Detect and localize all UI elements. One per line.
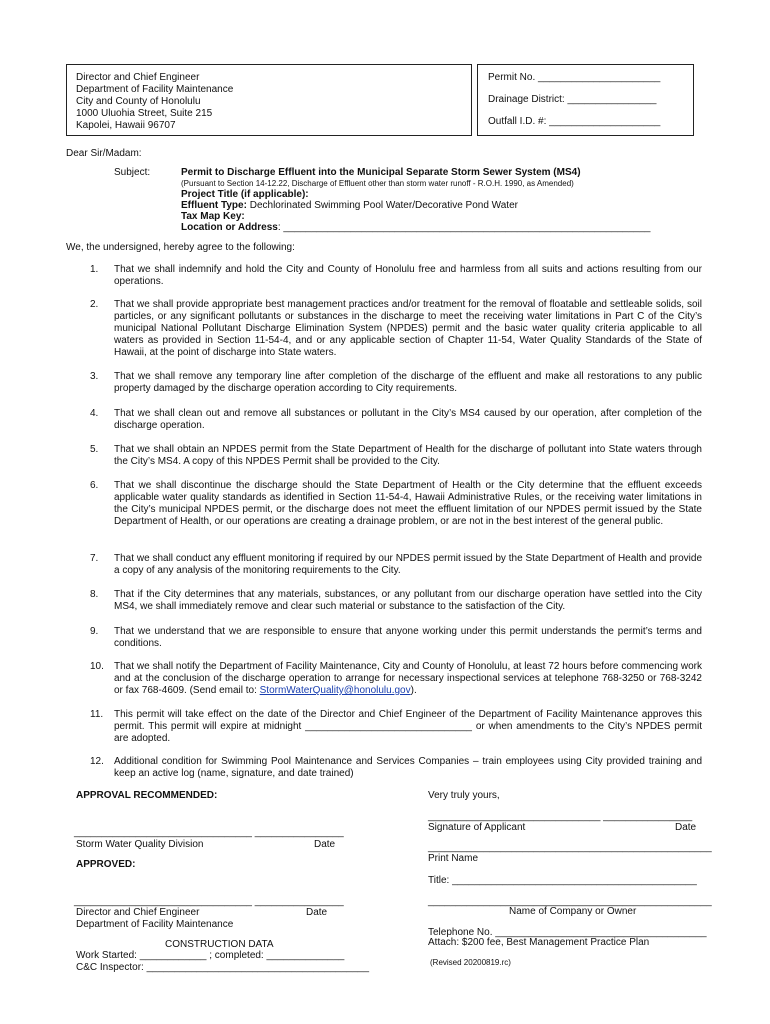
- item-text: That we understand that we are responsible to ensure that anyone working under this permit understands the permit’s terms and conditions.: [114, 626, 702, 649]
- permit-fields: [488, 72, 660, 128]
- signature-of-applicant-label: Signature of Applicant: [428, 822, 526, 833]
- very-truly-yours: Very truly yours,: [428, 790, 500, 801]
- location-field[interactable]: [181, 222, 651, 234]
- permit-no-field[interactable]: Permit No. ______________________: [488, 72, 661, 83]
- telephone-field[interactable]: Telephone No. ______________________________________: [428, 927, 707, 938]
- item-text: [114, 661, 702, 697]
- date-label: Date: [675, 822, 697, 833]
- item-text: That we shall conduct any effluent monitoring if required by our NPDES permit issued by the State Department of Health and provide a copy of any analysis of the monitoring requirements to the City.: [114, 553, 702, 576]
- item-text-body: That we shall notify the Department of Facility Maintenance, City and County of Honolulu, at least 72 hours before commencing work and at the conclusion of the discharge operation to arrange for necessary inspectional services at telephone 768-3250 or 768-3242 or fax 768-4609. (Send email to:: [114, 661, 702, 696]
- item-number: 12.: [90, 756, 104, 767]
- item-number: 1.: [90, 264, 99, 275]
- construction-data-heading: CONSTRUCTION DATA: [165, 939, 274, 950]
- location-label: Location or Address: [181, 222, 278, 233]
- director-signature-line[interactable]: ________________________________ ________________: [74, 896, 344, 907]
- address-line: 1000 Uluohia Street, Suite 215: [76, 108, 213, 119]
- item-number: 9.: [90, 626, 99, 637]
- item-number: 4.: [90, 408, 99, 419]
- agreement-intro: We, the undersigned, hereby agree to the following:: [66, 242, 295, 253]
- drainage-district-field[interactable]: Drainage District: ________________: [488, 94, 657, 105]
- date-label: Date: [314, 839, 336, 850]
- address-line: Kapolei, Hawaii 96707: [76, 120, 176, 131]
- item-text: That we shall remove any temporary line after completion of the discharge of the effluent and make all restorations to any public property damaged by the discharge operation according to City requirements.: [114, 371, 702, 394]
- item-text: That we shall provide appropriate best management practices and/or treatment for the removal of floatable and settleable solids, soil particles, or any significant pollutants or substances in the discharge to meet the receiving water limitations in Part C of the City’s municipal National Pollutant Discharge Elimination System (NPDES) permit and the basic water quality criteria applicable to all waters as provided in Section 11-54-4, and or any applicable section of Chapter 11-54, Water Quality Standards of the State of Hawaii, at the point of discharge into State waters.: [114, 299, 702, 358]
- subject-label: Subject:: [114, 167, 151, 178]
- item-number: 3.: [90, 371, 99, 382]
- revised-note: (Revised 20200819.rc): [430, 958, 511, 967]
- print-name-line[interactable]: ___________________________________________________: [428, 842, 712, 853]
- print-name-label: Print Name: [428, 853, 479, 864]
- attach-note: Attach: $200 fee, Best Management Practice Plan: [428, 937, 650, 948]
- effluent-type-label: Effluent Type:: [181, 200, 247, 211]
- item-number: 6.: [90, 480, 99, 491]
- address-line: Director and Chief Engineer: [76, 72, 200, 83]
- tax-map-key-label: Tax Map Key:: [181, 211, 245, 222]
- date-label: Date: [306, 907, 328, 918]
- address-line: City and County of Honolulu: [76, 96, 201, 107]
- item-number: 7.: [90, 553, 99, 564]
- company-label: Name of Company or Owner: [509, 906, 637, 917]
- item-number: 5.: [90, 444, 99, 455]
- company-line[interactable]: ___________________________________________________: [428, 896, 712, 907]
- address-block: [76, 72, 233, 132]
- item-text: That we shall clean out and remove all substances or pollutant in the City’s MS4 caused by our operation, after completion of the discharge operation.: [114, 408, 702, 431]
- cc-inspector-field[interactable]: C&C Inspector: ________________________________________: [76, 962, 370, 973]
- title-field[interactable]: Title: ____________________________________________: [428, 875, 697, 886]
- email-link[interactable]: StormWaterQuality@honolulu.gov: [259, 685, 411, 696]
- outfall-id-field[interactable]: Outfall I.D. #: ____________________: [488, 116, 661, 127]
- project-title-label: Project Title (if applicable):: [181, 189, 309, 200]
- work-started-field[interactable]: Work Started: ____________ ; completed: ______________: [76, 950, 345, 961]
- item-text: Additional condition for Swimming Pool Maintenance and Services Companies – train employees using City provided training and keep an active log (name, signature, and date trained): [114, 756, 702, 779]
- salutation: Dear Sir/Madam:: [66, 148, 142, 159]
- item-number: 10.: [90, 661, 104, 672]
- item-number: 2.: [90, 299, 99, 310]
- storm-water-signature-line[interactable]: ________________________________ ________________: [74, 827, 344, 838]
- address-line: Department of Facility Maintenance: [76, 84, 234, 95]
- item-text: This permit will take effect on the date of the Director and Chief Engineer of the Department of Facility Maintenance approves this permit. This permit will expire at midnight ______________________________ or when amendments to the City’s NPDES permit are adopted.: [114, 709, 702, 744]
- effluent-type-value: Dechlorinated Swimming Pool Water/Decorative Pond Water: [249, 200, 518, 211]
- item-text-end: ).: [410, 685, 417, 696]
- approval-recommended-heading: APPROVAL RECOMMENDED:: [76, 790, 218, 801]
- approved-heading: APPROVED:: [76, 859, 136, 870]
- director-label: Director and Chief Engineer: [76, 907, 200, 918]
- location-blank[interactable]: : __________________________________________________________________: [277, 222, 651, 233]
- item-text: That if the City determines that any materials, substances, or any pollutant from our discharge operation have settled into the City MS4, we shall immediately remove and clear such material or substance to the satisfaction of the City.: [114, 589, 702, 612]
- item-number: 8.: [90, 589, 99, 600]
- subject-title: Permit to Discharge Effluent into the Municipal Separate Storm Sewer System (MS4): [181, 167, 581, 178]
- item-text: That we shall obtain an NPDES permit from the State Department of Health for the discharge of pollutant into State waters through the City’s MS4. A copy of this NPDES Permit shall be provided to the City.: [114, 444, 702, 467]
- applicant-signature-line[interactable]: _______________________________ ________________: [428, 811, 693, 822]
- item-text: That we shall discontinue the discharge should the State Department of Health or the City determine that the effluent exceeds applicable water quality standards as identified in Section 11-54-4, Hawaii Administrative Rules, or the receiving water limitations in the City’s municipal NPDES permit, or the discharge does not meet the effluent limitation of our NPDES permit issued by the State Department of Health, or our operations are creating a drainage problem, or are not in the best interest of the general public.: [114, 480, 702, 527]
- item-text: That we shall indemnify and hold the City and County of Honolulu free and harmless from all suits and actions resulting from our operations.: [114, 264, 702, 287]
- subject-pursuant: (Pursuant to Section 14-12.22, Discharge of Effluent other than storm water runoff - R.O.H. 1990, as Amended): [181, 179, 574, 188]
- dept-label: Department of Facility Maintenance: [76, 919, 234, 930]
- item-number: 11.: [90, 709, 104, 720]
- storm-water-division-label: Storm Water Quality Division: [76, 839, 204, 850]
